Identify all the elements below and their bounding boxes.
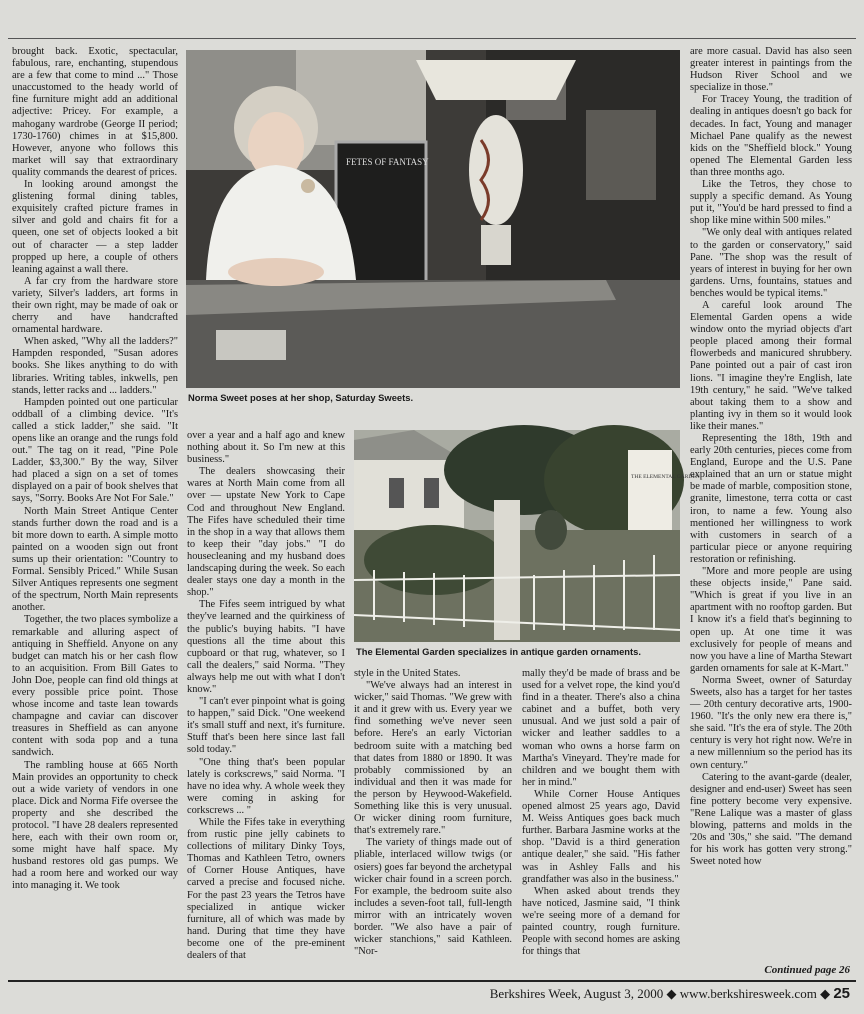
continued-note: Continued page 26	[764, 964, 850, 976]
photo-caption-1: Norma Sweet poses at her shop, Saturday Sweets.	[188, 392, 414, 403]
article-column-3	[354, 668, 512, 974]
diamond-icon: ◆	[666, 986, 677, 1001]
paragraph: "I can't ever pinpoint what is going to happen," said Dick. "One weekend it's small stuff and next, it's furniture. Stuff that's been here since last fall sold today."	[187, 696, 345, 756]
footer-rule	[8, 980, 856, 982]
paragraph: The Fifes seem intrigued by what they've learned and the quirkiness of the public's buying habits. "I have questions all the time about this cupboard or that rug, whatever, so I call the dealers," said Norma. "They always help me out with what I don't know."	[187, 599, 345, 695]
page-footer	[490, 985, 850, 1002]
article-column-4	[522, 668, 680, 974]
paragraph: The rambling house at 665 North Main provides an opportunity to check out a wide variety of vendors in one place. Dick and Norma Fife oversee the property and she described the protocol. "I have 28 dealers represented here, each with their own room or, some might have half space. My husband restores old gas pumps. We had a room here and worked our way into managing it. We took	[12, 759, 178, 892]
paragraph: The dealers showcasing their wares at North Main come from all over — upstate New York to Cape Cod and throughout New England. The Fifes have scheduled their time in the shop in a way that allows them to keep their "day jobs." "I do housecleaning and my husband does landscaping during the week. So each dealer stays one day a month in the shop."	[187, 466, 345, 599]
paragraph: Together, the two places symbolize a remarkable and alluring aspect of antiquing in Sheffield. Anyone on any budget can match his or her cash flow to an acquisition. From Bill Gates to John Doe, people can find old things at every possible price point. Those whose income and taste lean towards champagne and caviar can discover treasures in Sheffield as can anyone content with soda pop and a tuna sandwich.	[12, 614, 178, 759]
paragraph: brought back. Exotic, spectacular, fabulous, rare, enchanting, stupendous are a few that come to mind ..." Those unaccustomed to the heady world of fine furniture might add an additional adjective: Pricey. For example, a mahogany wardrobe (George II period; 1730-1760) chimes in at $15,800. However, anyone who follows this market will say that extraordinary quality commands the dearest of prices.	[12, 46, 178, 178]
paragraph: While Corner House Antiques opened almost 25 years ago, David M. Weiss Antiques goes back much further. Barbara Jasmine works at the shop. "David is a third generation antique dealer," she said. "His father was in Ashley Falls and his grandfather was also in the business."	[522, 788, 680, 885]
paragraph: North Main Street Antique Center stands further down the road and is a bit more down to earth. A simple motto painted on a wooden sign out front sums up their orientation: "Country to Formal. Sensibly Priced." While Susan Silver Antiques represents one segment of the spectrum, North Main represents another.	[12, 505, 178, 614]
paragraph: In looking around amongst the glistening formal dining tables, exquisitely crafted picture frames in silver and gold and chairs fit for a queen, one set of objects looked a bit out of character — a step ladder propped up here, a couple of others leaning against a wall there.	[12, 179, 178, 275]
photo-elemental-garden-image	[354, 430, 700, 642]
paragraph: over a year and a half ago and knew nothing about it. So I'm new at this business."	[187, 430, 345, 466]
page-number: 25	[833, 985, 850, 1002]
paragraph: When asked, "Why all the ladders?" Hampden responded, "Susan adores books. She likes anything to do with libraries. Writing tables, inkwells, pen stands, letter racks and ... ladders."	[12, 336, 178, 396]
photo-norma-sweet-image	[186, 50, 680, 388]
paragraph: "We've always had an interest in wicker," said Thomas. "We grew with it and it grew with us. Every year we find something we've never seen before. Here's an early Victorian bedroom suite with a matching bed that dates from 1880 or 1890. It was probably commissioned by an individual and then it was made for the person by Heywood-Wakefield. Something like this is very unusual. Or wicker dining room furniture, that's extremely rare."	[354, 680, 512, 837]
poster-text: FETES OF FANTASY	[346, 157, 429, 167]
paragraph: "More and more people are using these objects inside," Pane said. "Which is great if you live in an apartment with no rooftop garden. But I know it's a field that's beginning to open up. At one time it was exclusively for people of means and now you have a line of Martha Stewart garden ornaments for sale at K-Mart."	[690, 566, 852, 674]
diamond-icon: ◆	[820, 986, 831, 1001]
article-column-2	[187, 430, 345, 974]
article-column-5	[690, 46, 852, 958]
footer-publication: Berkshires Week, August 3, 2000	[489, 986, 664, 1001]
paragraph: A careful look around The Elemental Garden opens a wide window onto the myriad objects d'art people placed among their formal flowerbeds and manicured shrubbery. Pane pointed out a pair of cast iron lions. "I imagine they're English, late 19th century," he said. "We've talked about taking them to a show and planting ivy in them so it would look like their manes."	[690, 299, 852, 432]
paragraph: A far cry from the hardware store variety, Silver's ladders, art forms in their own right, may be made of oak or cherry and have handcrafted ornamental hardware.	[12, 275, 178, 336]
paragraph: "We only deal with antiques related to the garden or conservatory," said Pane. "The shop was the result of years of interest in buying for her own gardens. Urns, fountains, statues and benches would be typical items."	[690, 227, 852, 299]
top-rule	[8, 38, 856, 39]
photo-norma-sweet	[186, 50, 680, 388]
paragraph: Like the Tetros, they chose to supply a specific demand. As Young put it, "You'd be hard pressed to find a shop like mine within 500 miles."	[690, 179, 852, 227]
article-column-1	[12, 46, 178, 974]
footer-url[interactable]: www.berkshiresweek.com	[679, 986, 817, 1001]
paragraph: Catering to the avant-garde (dealer, designer and end-user) Sweet has seen fine pottery become very expensive. "Rene Lalique was a master of glass blowing, patterns and molds in the '20s and '30s," she said. "The demand for his work has gotten very strong." Sweet noted how	[690, 771, 852, 868]
paragraph: style in the United States.	[354, 668, 461, 679]
garden-sign-text: THE ELEMENTAL GARDEN	[631, 474, 700, 480]
paragraph: While the Fifes take in everything from rustic pine jelly cabinets to collections of military Dinky Toys, Thomas and Kathleen Tetro, owners of Corner House Antiques, have carved a precise and focused niche. For the past 23 years the Tetros have specialized in antique wicker furniture, all of which was made by hand. During that time they have become one of the pre-eminent dealers of that	[187, 817, 345, 962]
photo-caption-2: The Elemental Garden specializes in antique garden ornaments.	[356, 646, 641, 657]
paragraph: mally they'd be made of brass and be used for a velvet rope, the kind you'd find in a theater. There's also a china cabinet and a buffet, both very unusual. And we just sold a pair of wicker and leather saddles to a woman who owns a horse farm on Martha's Vineyard. They're made for children and we bought them with her in mind."	[522, 668, 680, 788]
paragraph: When asked about trends they have noticed, Jasmine said, "I think we're seeing more of a demand for painted country, rough furniture. People with second homes are asking for things that	[522, 885, 680, 958]
paragraph: are more casual. David has also seen greater interest in paintings from the Hudson River School and we specialize in those."	[690, 46, 852, 94]
photo-elemental-garden	[354, 430, 700, 642]
paragraph: Hampden pointed out one particular oddball of a climbing device. "It's called a stick ladder," she said. "It opens like an orange and the rungs fold out." The tag on it read, "Pine Pole Ladder, $3,300." By the way, Silver had placed a sign on a set of tomes displayed on a pair of book shelves that says, "Sorry. Books Are Not For Sale."	[12, 396, 178, 505]
paragraph: Norma Sweet, owner of Saturday Sweets, also has a target for her tastes — 20th century decorative arts, 1900-1960. "It's the only new era there is," she said. "It's the era of style. The 20th century is very hot right now. We're in a new millennium so the period has its own century."	[690, 674, 852, 771]
paragraph: For Tracey Young, the tradition of dealing in antiques doesn't go back for decades. In fact, Young and manager Michael Pane qualify as the newest kids on the "Sheffield block." Young opened The Elemental Garden less than three months ago.	[690, 94, 852, 178]
paragraph: The variety of things made out of pliable, interlaced willow twigs (or osiers) goes far beyond the archetypal wicker chair found in a screen porch. For example, the bedroom suite also includes a seven-foot tall, full-length mirror with an intricately woven border. "We also have a pair of wicker stanchions," said Kathleen. "Nor-	[354, 837, 512, 958]
paragraph: Representing the 18th, 19th and early 20th centuries, pieces come from England, Europe and the U.S. Pane explained that an urn or statue might be made of marble, composition stone, granite, limestone, terra cotta or cast iron, to name a few. Young also mentioned her willingness to work with customers in search of a particular piece or anyone requiring restoration or refinishing.	[690, 433, 852, 565]
paragraph: "One thing that's been popular lately is corkscrews," said Norma. "I have no idea why. A whole week they were coming in asking for corkscrews ... "	[187, 756, 345, 816]
